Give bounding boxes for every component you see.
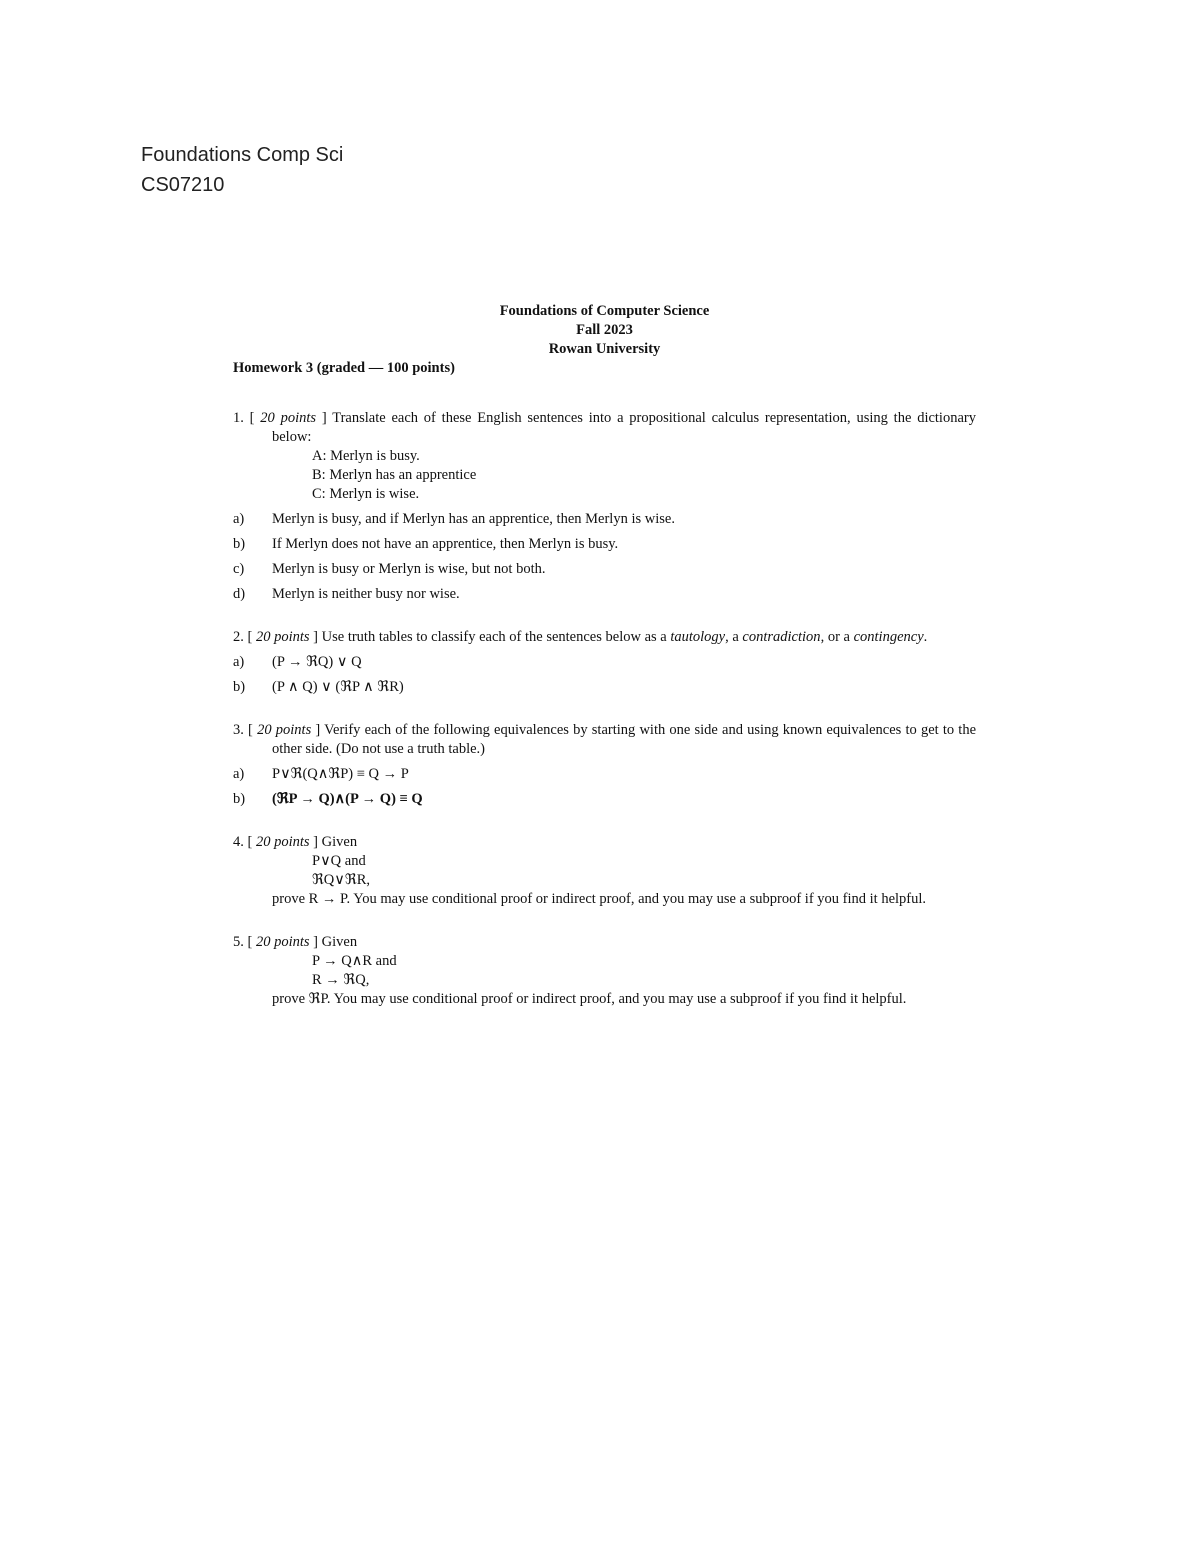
dictionary bbox=[233, 447, 976, 504]
sub-item bbox=[233, 678, 976, 697]
problem-2-header: 2. [ 20 points ] Use truth tables to classify each of the sentences below as a tautology, a contradiction, or a contingency. bbox=[233, 629, 928, 645]
dictionary-entry: A: Merlyn is busy. bbox=[312, 448, 420, 464]
dictionary-entry: C: Merlyn is wise. bbox=[312, 486, 420, 502]
given-premises bbox=[233, 852, 976, 890]
prove-statement: prove ℜP. You may use conditional proof or indirect proof, and you may use a subproof if you find it helpful. bbox=[272, 991, 907, 1007]
period: . bbox=[923, 629, 928, 645]
problem-number: 1. bbox=[233, 410, 244, 426]
item-label: c) bbox=[233, 561, 245, 577]
sub-item bbox=[233, 765, 976, 784]
premise: P → Q∧R and bbox=[312, 953, 397, 969]
term: Fall 2023 bbox=[576, 322, 633, 338]
item-label: b) bbox=[233, 791, 246, 807]
sub-item bbox=[233, 790, 976, 809]
document-title: Foundations of Computer Science bbox=[499, 303, 710, 319]
problem-number: 4. bbox=[233, 834, 244, 850]
premise: ℜQ∨ℜR, bbox=[312, 872, 370, 888]
sub-item bbox=[233, 560, 976, 579]
term-tautology: tautology bbox=[670, 629, 726, 645]
homework-subtitle: Homework 3 (graded — 100 points) bbox=[233, 360, 455, 376]
sub-item bbox=[233, 585, 976, 604]
course-name: Foundations Comp Sci bbox=[141, 144, 344, 166]
item-label: b) bbox=[233, 679, 246, 695]
sub-item bbox=[233, 510, 976, 529]
problem-4 bbox=[233, 833, 976, 909]
premise: P∨Q and bbox=[312, 853, 366, 869]
problem-2 bbox=[233, 628, 976, 697]
item-label: a) bbox=[233, 511, 245, 527]
problem-text: Verify each of the following equivalences by starting with one side and using known equivalences to get to the other side. (Do not use a truth table.) bbox=[272, 722, 977, 757]
problem-5 bbox=[233, 933, 976, 1009]
problem-3-header: 3. [ 20 points ] Verify each of the following equivalences by starting with one side and using known equivalences to get to the other side. (Do not use a truth table.) bbox=[233, 722, 977, 757]
points-label: 20 points bbox=[255, 934, 310, 950]
given-premises bbox=[233, 952, 976, 990]
separator: , or a bbox=[820, 629, 850, 645]
item-label: a) bbox=[233, 766, 245, 782]
course-header bbox=[141, 140, 343, 200]
item-text: P∨ℜ(Q∧ℜP) ≡ Q → P bbox=[272, 766, 409, 782]
item-text: (P ∧ Q) ∨ (ℜP ∧ ℜR) bbox=[272, 679, 404, 695]
dictionary-entry: B: Merlyn has an apprentice bbox=[312, 467, 477, 483]
problem-number: 3. bbox=[233, 722, 244, 738]
course-code: CS07210 bbox=[141, 174, 225, 196]
item-text: (P → ℜQ) ∨ Q bbox=[272, 654, 362, 670]
problem-5-header: 5. [ 20 points ] Given bbox=[233, 934, 358, 950]
university: Rowan University bbox=[548, 341, 661, 357]
sub-item bbox=[233, 653, 976, 672]
item-text: (ℜP → Q)∧(P → Q) ≡ Q bbox=[272, 791, 423, 807]
problem-3 bbox=[233, 721, 976, 809]
points-label: 20 points bbox=[257, 722, 312, 738]
problem-1-header: 1. [ 20 points ] Translate each of these English sentences into a propositional calculus representation, using the dictionary below: bbox=[233, 410, 976, 445]
title-block bbox=[233, 302, 976, 359]
given-label: Given bbox=[321, 934, 358, 950]
points-label: 20 points bbox=[255, 629, 310, 645]
points-label: 20 points bbox=[255, 834, 310, 850]
item-label: a) bbox=[233, 654, 245, 670]
problem-1 bbox=[233, 409, 976, 604]
problem-number: 2. bbox=[233, 629, 244, 645]
homework-sheet bbox=[233, 302, 976, 1009]
term-contradiction: contradiction bbox=[742, 629, 821, 645]
prove-statement: prove R → P. You may use conditional proof or indirect proof, and you may use a subproof if you find it helpful. bbox=[272, 891, 927, 907]
problem-text: Translate each of these English sentences into a propositional calculus representation, using the dictionary below: bbox=[272, 410, 976, 445]
problem-text: Use truth tables to classify each of the sentences below as a bbox=[321, 629, 667, 645]
item-label: d) bbox=[233, 586, 246, 602]
item-text: If Merlyn does not have an apprentice, then Merlyn is busy. bbox=[272, 536, 619, 552]
problem-4-header: 4. [ 20 points ] Given bbox=[233, 834, 358, 850]
term-contingency: contingency bbox=[853, 629, 924, 645]
given-label: Given bbox=[321, 834, 358, 850]
item-label: b) bbox=[233, 536, 246, 552]
premise: R → ℜQ, bbox=[312, 972, 370, 988]
item-text: Merlyn is busy, and if Merlyn has an apprentice, then Merlyn is wise. bbox=[272, 511, 675, 527]
item-text: Merlyn is busy or Merlyn is wise, but not both. bbox=[272, 561, 546, 577]
separator: , a bbox=[725, 629, 739, 645]
sub-item bbox=[233, 535, 976, 554]
item-text: Merlyn is neither busy nor wise. bbox=[272, 586, 460, 602]
problem-number: 5. bbox=[233, 934, 244, 950]
points-label: 20 points bbox=[260, 410, 317, 426]
